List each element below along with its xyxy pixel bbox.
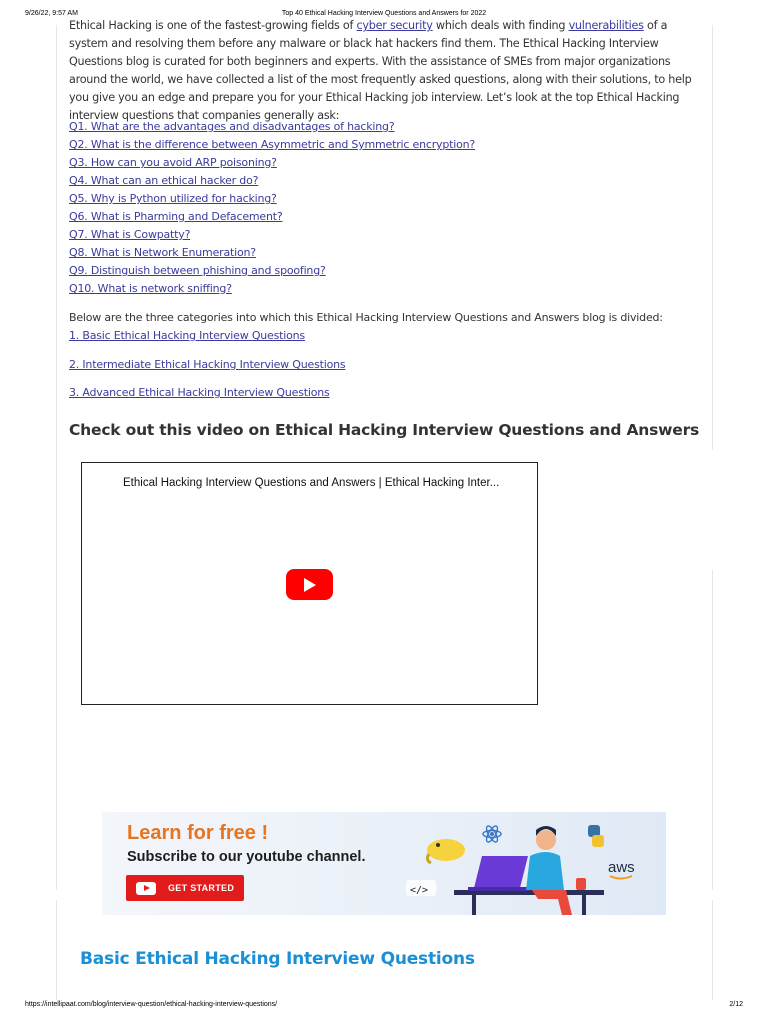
page-border <box>56 900 57 1000</box>
question-link-6[interactable]: Q6. What is Pharming and Defacement? <box>69 210 283 223</box>
promo-subtitle: Subscribe to our youtube channel. <box>127 849 366 865</box>
question-link-1[interactable]: Q1. What are the advantages and disadvantages of hacking? <box>69 120 395 133</box>
question-list-item <box>69 154 475 172</box>
promo-title: Learn for free ! <box>127 822 269 844</box>
question-link-9[interactable]: Q9. Distinguish between phishing and spoofing? <box>69 264 326 277</box>
print-footer <box>0 1001 768 1015</box>
page-border <box>56 25 57 890</box>
vulnerabilities-link[interactable]: vulnerabilities <box>568 19 644 32</box>
intro-text: Ethical Hacking is one of the fastest-growing fields of <box>69 19 357 32</box>
developer-illustration <box>402 812 666 915</box>
question-list <box>69 118 475 298</box>
intro-text: of a system and resolving them before any malware or black hat hackers find them. The Ethical Hacking Interview Questions blog is curated for both beginners and experts. With the assistance of SMEs from major organizations around the world, we have collected a list of the most frequently asked questions, along with their solutions, to help you give you an edge and prepare you for your Ethical Hacking job interview. Let’s look at the top Ethical Hacking interview questions that companies generally ask: <box>69 19 692 122</box>
question-link-2[interactable]: Q2. What is the difference between Asymmetric and Symmetric encryption? <box>69 138 476 151</box>
question-link-10[interactable]: Q10. What is network sniffing? <box>69 282 232 295</box>
section-heading: Basic Ethical Hacking Interview Questions <box>80 949 475 969</box>
video-title[interactable]: Ethical Hacking Interview Questions and Answers | Ethical Hacking Inter... <box>123 477 500 489</box>
get-started-button[interactable] <box>126 875 244 901</box>
question-link-8[interactable]: Q8. What is Network Enumeration? <box>69 246 256 259</box>
print-url: https://intellipaat.com/blog/interview-question/ethical-hacking-interview-questions/ <box>25 1001 278 1008</box>
youtube-promo-banner[interactable] <box>102 812 666 915</box>
category-link-intermediate[interactable]: 2. Intermediate Ethical Hacking Interview Questions <box>69 358 346 371</box>
page-border <box>712 25 713 450</box>
category-link-basic[interactable]: 1. Basic Ethical Hacking Interview Questions <box>69 329 305 342</box>
question-list-item <box>69 208 475 226</box>
question-list-item <box>69 118 475 136</box>
cyber-security-link[interactable]: cyber security <box>356 19 433 32</box>
question-link-7[interactable]: Q7. What is Cowpatty? <box>69 228 191 241</box>
youtube-icon <box>136 882 156 895</box>
code-icon: </> <box>410 885 429 896</box>
question-link-4[interactable]: Q4. What can an ethical hacker do? <box>69 174 259 187</box>
question-link-5[interactable]: Q5. Why is Python utilized for hacking? <box>69 192 277 205</box>
question-list-item <box>69 280 475 298</box>
question-list-item <box>69 190 475 208</box>
hadoop-elephant-icon <box>427 839 465 863</box>
question-list-item <box>69 262 475 280</box>
page-border <box>712 900 713 1000</box>
get-started-label: GET STARTED <box>168 883 235 893</box>
print-datetime: 9/26/22, 9:57 AM <box>25 10 78 17</box>
article-content <box>69 17 701 439</box>
page-border <box>712 570 713 890</box>
video-embed[interactable] <box>81 462 538 705</box>
categories-intro: Below are the three categories into which this Ethical Hacking Interview Questions and Answers blog is divided: <box>69 311 663 324</box>
question-list-item <box>69 226 475 244</box>
react-icon <box>481 823 503 845</box>
python-icon <box>588 825 604 847</box>
print-title: Top 40 Ethical Hacking Interview Questions and Answers for 2022 <box>281 10 487 17</box>
question-link-3[interactable]: Q3. How can you avoid ARP poisoning? <box>69 156 277 169</box>
video-heading: Check out this video on Ethical Hacking Interview Questions and Answers <box>69 421 700 439</box>
intro-paragraph <box>69 17 701 125</box>
print-page-number: 2/12 <box>729 1001 743 1008</box>
intro-text: which deals with finding <box>432 19 569 32</box>
question-list-item <box>69 172 475 190</box>
aws-logo: aws <box>608 859 635 876</box>
category-link-advanced[interactable]: 3. Advanced Ethical Hacking Interview Questions <box>69 386 330 399</box>
question-list-item <box>69 136 475 154</box>
question-list-item <box>69 244 475 262</box>
play-icon[interactable] <box>286 569 333 600</box>
